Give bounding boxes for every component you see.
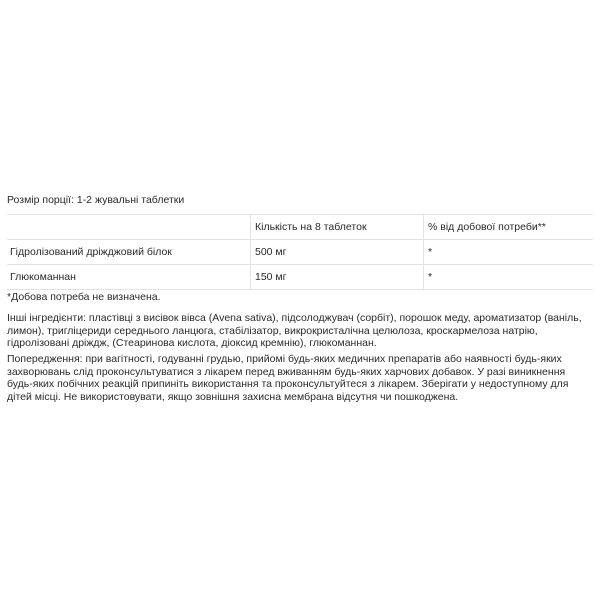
table-header-row <box>7 214 593 240</box>
ingredient-amount: 500 мг <box>250 240 427 264</box>
ingredient-daily-value: * <box>423 265 598 289</box>
ingredient-daily-value: * <box>423 240 598 264</box>
ingredient-name: Гідролізований дріжджовий білок <box>10 246 172 258</box>
header-ingredient <box>7 215 253 239</box>
ingredient-amount: 150 мг <box>250 265 427 289</box>
warning-text: Попередження: при вагітності, годуванні грудью, прийомі будь-яких медичних препаратів або наявності будь-яких захворювань слід проконсультуватися з лікарем перед вживанням будь-яких харчових добавок. У разі виникнення будь-яких побічних реакцій припиніть використання та проконсультуйтеся з лікарем. Зберігати у недоступному для дітей місці. Не використовувати, якщо зовнішня захисна мембрана відсутня чи пошкоджена. <box>7 353 569 403</box>
ingredient-name: Глюкоманнан <box>10 271 76 283</box>
header-amount: Кількість на 8 таблеток <box>250 215 427 239</box>
footnote: *Добова потреба не визначена. <box>7 291 161 303</box>
header-daily-value: % від добової потреби** <box>423 215 598 239</box>
nutrition-table <box>7 214 593 290</box>
table-row <box>7 265 593 290</box>
table-row <box>7 240 593 265</box>
serving-size: Розмір порції: 1-2 жувальні таблетки <box>7 194 185 206</box>
other-ingredients: Інші інгредієнти: пластівці з висівок вівса (Avena sativa), підсолоджувач (сорбіт), порошок меду, ароматизатор (ваніль, лимон), тригліцериди середнього ланцюга, стабілізатор, викрокристалічна целюлоза, кроскармелоза натрію, гідролізовані дріждж, (Стеаринова кислота, діоксид кремнію), глюкоманнан. <box>7 312 582 349</box>
